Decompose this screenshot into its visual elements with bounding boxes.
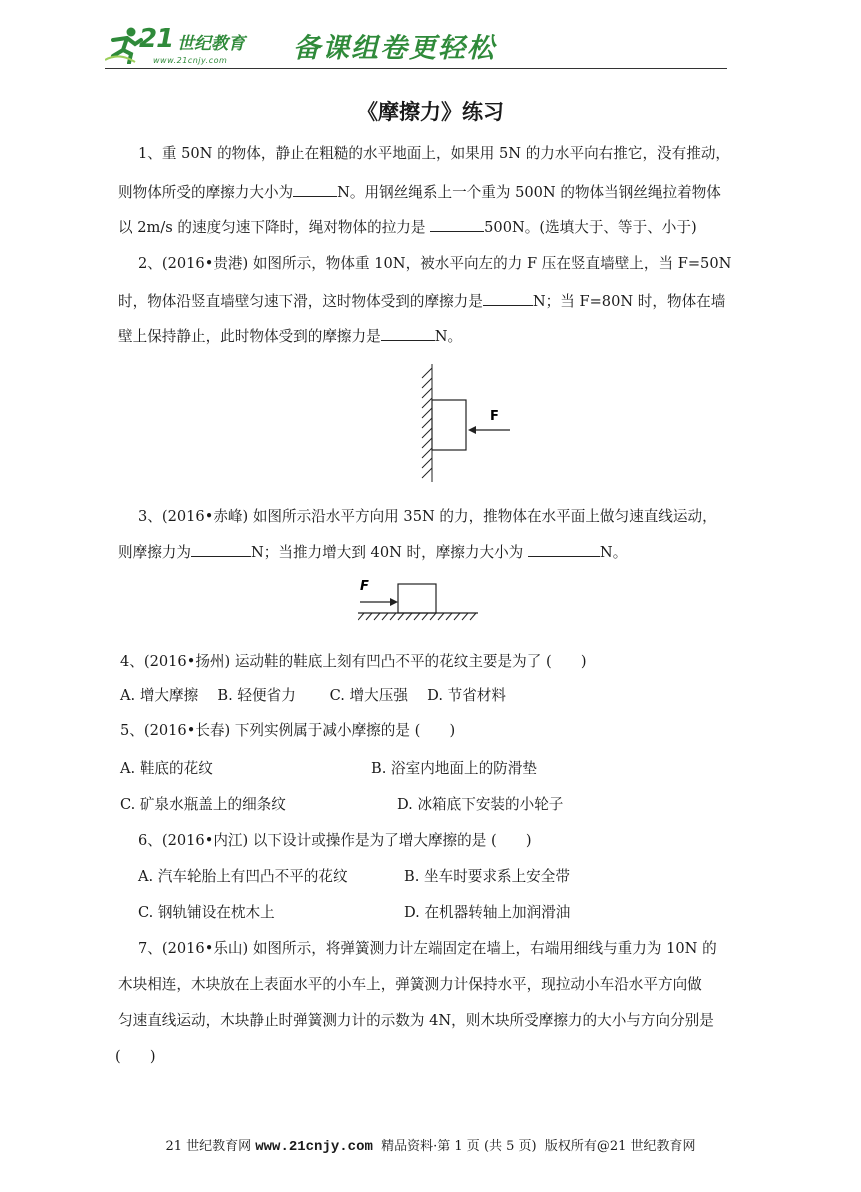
- page-header: [105, 18, 727, 70]
- q5-option-c[interactable]: C. 矿泉水瓶盖上的细条纹: [120, 796, 286, 813]
- q6-stem: 6、(2016•内江) 以下设计或操作是为了增大摩擦的是 ( ): [138, 832, 532, 849]
- q3-line-2-text-c: N。: [599, 544, 628, 561]
- q4-options[interactable]: A. 增大摩擦 B. 轻便省力 C. 增大压强 D. 节省材料: [120, 687, 506, 704]
- q2-line-3-text-b: N。: [434, 328, 463, 345]
- push-force-arrowhead: [390, 598, 398, 606]
- q2-line-3-text-a: 壁上保持静止，此时物体受到的摩擦力是: [118, 328, 381, 345]
- q3-line-2-text-a: 则摩擦力为: [118, 544, 191, 561]
- force-label: F: [490, 409, 499, 424]
- logo-number: 21: [139, 24, 174, 54]
- push-force-label: F: [360, 579, 369, 594]
- q1-line-1: 1、重 50N 的物体，静止在粗糙的水平地面上，如果用 5N 的力水平向右推它，没有推动，: [138, 145, 731, 162]
- footer-site-link[interactable]: www.21cnjy.com: [255, 1139, 373, 1155]
- q7-line-1: 7、(2016•乐山) 如图所示，将弹簧测力计左端固定在墙上，右端用细线与重力为 10N 的: [138, 940, 717, 957]
- ground-block-figure: [358, 574, 480, 622]
- q2-line-2-text-a: 时，物体沿竖直墙壁匀速下滑，这时物体受到的摩擦力是: [118, 293, 483, 310]
- logo-name: 世纪教育: [177, 34, 245, 54]
- q1-line-3-text-a: 以 2m/s 的速度匀速下降时，绳对物体的拉力是: [118, 219, 431, 236]
- q6-option-b[interactable]: B. 坐车时要求系上安全带: [404, 868, 570, 885]
- q5-stem: 5、(2016•长春) 下列实例属于减小摩擦的是 ( ): [120, 722, 456, 739]
- q7-line-4: ( ): [115, 1048, 156, 1065]
- q6-option-a[interactable]: A. 汽车轮胎上有凹凸不平的花纹: [138, 868, 348, 885]
- q1-answer-blank-1[interactable]: [293, 182, 337, 197]
- header-divider: [105, 68, 727, 69]
- ground-block-shape: [398, 584, 436, 613]
- logo-url[interactable]: www.21cnjy.com: [153, 56, 228, 65]
- q2-line-1: 2、(2016•贵港) 如图所示，物体重 10N，被水平向左的力 F 压在竖直墙壁上，当 F=50N: [138, 255, 732, 272]
- q2-line-3: [118, 326, 462, 347]
- q6-option-d[interactable]: D. 在机器转轴上加润滑油: [404, 904, 571, 921]
- page-footer: [0, 1135, 861, 1155]
- q3-answer-blank-1[interactable]: [191, 542, 251, 557]
- q2-answer-blank-1[interactable]: [483, 291, 533, 306]
- q6-option-c[interactable]: C. 钢轨铺设在枕木上: [138, 904, 275, 921]
- q3-line-2: [118, 542, 627, 563]
- q2-line-2-text-b: N；当 F=80N 时，物体在墙: [532, 293, 726, 310]
- wall-hatching: [422, 364, 432, 482]
- q5-option-a[interactable]: A. 鞋底的花纹: [120, 760, 213, 777]
- q2-line-2: [118, 291, 725, 312]
- q2-answer-blank-2[interactable]: [381, 326, 435, 341]
- footer-right-text: 精品资料·第 1 页 (共 5 页) 版权所有@21 世纪教育网: [372, 1139, 696, 1154]
- header-slogan: 备课组卷更轻松: [293, 33, 496, 64]
- q1-line-3-text-b: 500N。(选填大于、等于、小于): [484, 219, 697, 236]
- q1-line-2: [118, 182, 721, 203]
- q5-option-d[interactable]: D. 冰箱底下安装的小轮子: [397, 796, 564, 813]
- q1-line-3: [118, 217, 697, 238]
- wall-block-figure: [410, 362, 520, 484]
- q7-line-2: 木块相连，木块放在上表面水平的小车上，弹簧测力计保持水平，现拉动小车沿水平方向做: [118, 976, 702, 993]
- q3-line-1: 3、(2016•赤峰) 如图所示沿水平方向用 35N 的力，推物体在水平面上做匀速直线运动，: [138, 508, 717, 525]
- q5-option-b[interactable]: B. 浴室内地面上的防滑垫: [371, 760, 537, 777]
- force-arrowhead: [468, 426, 476, 434]
- q1-line-2-text-b: N。用钢丝绳系上一个重为 500N 的物体当钢丝绳拉着物体: [337, 184, 721, 201]
- page-title: 《摩擦力》练习: [357, 100, 504, 124]
- q1-line-2-text-a: 则物体所受的摩擦力大小为: [118, 184, 294, 201]
- q7-line-3: 匀速直线运动，木块静止时弹簧测力计的示数为 4N，则木块所受摩擦力的大小与方向分别是: [118, 1012, 714, 1029]
- q1-answer-blank-2[interactable]: [430, 217, 484, 232]
- footer-left-text: 21 世纪教育网: [165, 1139, 256, 1154]
- block-shape: [432, 400, 466, 450]
- ground-hatching: [358, 613, 476, 620]
- q3-line-2-text-b: N；当推力增大到 40N 时，摩擦力大小为: [250, 544, 528, 561]
- q3-answer-blank-2[interactable]: [528, 542, 600, 557]
- q4-stem: 4、(2016•扬州) 运动鞋的鞋底上刻有凹凸不平的花纹主要是为了 ( ): [120, 653, 587, 670]
